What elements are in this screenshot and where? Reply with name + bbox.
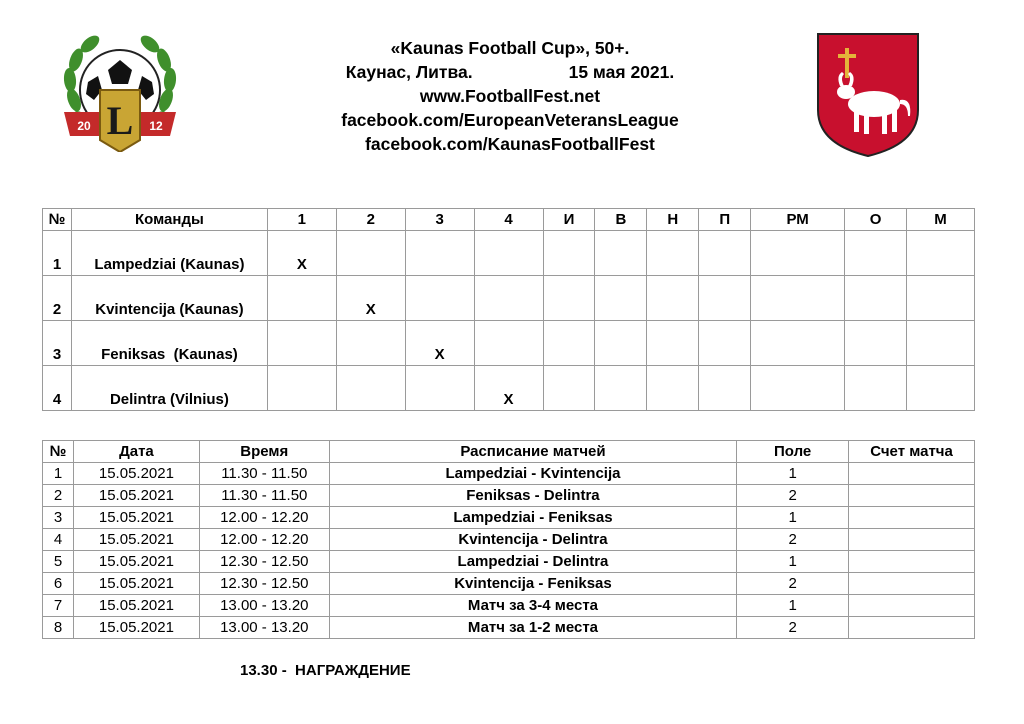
match-field: 2 <box>737 485 849 507</box>
result-cell <box>405 366 474 411</box>
stat-cell <box>845 321 907 366</box>
header <box>250 36 770 156</box>
stat-cell <box>647 231 699 276</box>
match-time: 13.00 - 13.20 <box>199 595 329 617</box>
match-teams: Lampedziai - Delintra <box>329 551 736 573</box>
result-cell <box>474 321 543 366</box>
result-cell <box>267 366 336 411</box>
match-time: 11.30 - 11.50 <box>199 485 329 507</box>
team-num: 4 <box>43 366 72 411</box>
header-num: № <box>43 441 74 463</box>
match-score <box>849 529 975 551</box>
stat-cell <box>595 366 647 411</box>
match-teams: Feniksas - Delintra <box>329 485 736 507</box>
match-num: 8 <box>43 617 74 639</box>
schedule-row <box>43 573 975 595</box>
match-field: 1 <box>737 551 849 573</box>
standings-row <box>43 366 975 411</box>
header-teams: Команды <box>71 209 267 231</box>
team-num: 1 <box>43 231 72 276</box>
stat-cell <box>906 321 974 366</box>
match-num: 2 <box>43 485 74 507</box>
team-num: 2 <box>43 276 72 321</box>
header-field: Поле <box>737 441 849 463</box>
match-date: 15.05.2021 <box>73 485 199 507</box>
schedule-row <box>43 529 975 551</box>
stat-cell <box>543 276 595 321</box>
stat-cell <box>751 366 845 411</box>
facebook-link-veterans[interactable]: facebook.com/EuropeanVeteransLeague <box>341 110 679 130</box>
team-name: Feniksas (Kaunas) <box>71 321 267 366</box>
header-col-2: 2 <box>336 209 405 231</box>
match-teams: Kvintencija - Feniksas <box>329 573 736 595</box>
header-wins: В <box>595 209 647 231</box>
stat-cell <box>699 366 751 411</box>
stat-cell <box>751 276 845 321</box>
stat-cell <box>751 321 845 366</box>
header-time: Время <box>199 441 329 463</box>
match-teams: Матч за 3-4 места <box>329 595 736 617</box>
city-text: Каунас, Литва. <box>345 62 473 82</box>
schedule-table <box>42 440 975 639</box>
match-score <box>849 485 975 507</box>
match-time: 11.30 - 11.50 <box>199 463 329 485</box>
match-score <box>849 595 975 617</box>
logo-year-left: 20 <box>77 119 91 133</box>
stat-cell <box>845 366 907 411</box>
match-time: 13.00 - 13.20 <box>199 617 329 639</box>
match-field: 2 <box>737 617 849 639</box>
result-cell <box>267 321 336 366</box>
stat-cell <box>699 321 751 366</box>
match-field: 1 <box>737 507 849 529</box>
standings-row <box>43 276 975 321</box>
header-col-4: 4 <box>474 209 543 231</box>
schedule-row <box>43 463 975 485</box>
header-draws: Н <box>647 209 699 231</box>
header-games: И <box>543 209 595 231</box>
stat-cell <box>543 366 595 411</box>
header-match: Расписание матчей <box>329 441 736 463</box>
match-score <box>849 507 975 529</box>
club-logo <box>54 30 186 152</box>
team-name: Delintra (Vilnius) <box>71 366 267 411</box>
schedule-row <box>43 485 975 507</box>
stat-cell <box>543 231 595 276</box>
schedule-row <box>43 551 975 573</box>
result-cell: X <box>267 231 336 276</box>
award-ceremony-text: 13.30 - НАГРАЖДЕНИЕ <box>240 662 411 679</box>
result-cell: X <box>474 366 543 411</box>
stat-cell <box>845 231 907 276</box>
stat-cell <box>906 231 974 276</box>
stat-cell <box>906 276 974 321</box>
result-cell: X <box>405 321 474 366</box>
match-score <box>849 463 975 485</box>
stat-cell <box>647 366 699 411</box>
website-link[interactable]: www.FootballFest.net <box>419 86 601 106</box>
match-num: 1 <box>43 463 74 485</box>
match-time: 12.30 - 12.50 <box>199 551 329 573</box>
schedule-row <box>43 617 975 639</box>
match-field: 2 <box>737 529 849 551</box>
standings-row <box>43 231 975 276</box>
header-num: № <box>43 209 72 231</box>
stat-cell <box>595 231 647 276</box>
standings-header-row <box>43 209 975 231</box>
standings-table <box>42 208 975 411</box>
result-cell <box>336 231 405 276</box>
header-date: Дата <box>73 441 199 463</box>
stat-cell <box>595 321 647 366</box>
result-cell <box>267 276 336 321</box>
match-time: 12.00 - 12.20 <box>199 507 329 529</box>
match-time: 12.00 - 12.20 <box>199 529 329 551</box>
match-date: 15.05.2021 <box>73 529 199 551</box>
match-teams: Lampedziai - Feniksas <box>329 507 736 529</box>
result-cell <box>405 231 474 276</box>
date-text: 15 мая 2021. <box>568 62 675 82</box>
schedule-row <box>43 595 975 617</box>
schedule-header-row <box>43 441 975 463</box>
header-points: О <box>845 209 907 231</box>
page-title: «Kaunas Football Cup», 50+. <box>390 38 630 58</box>
match-field: 1 <box>737 595 849 617</box>
header-score: Счет матча <box>849 441 975 463</box>
match-field: 2 <box>737 573 849 595</box>
match-date: 15.05.2021 <box>73 463 199 485</box>
match-time: 12.30 - 12.50 <box>199 573 329 595</box>
match-date: 15.05.2021 <box>73 551 199 573</box>
match-num: 4 <box>43 529 74 551</box>
header-col-3: 3 <box>405 209 474 231</box>
result-cell: X <box>336 276 405 321</box>
match-score <box>849 617 975 639</box>
result-cell <box>474 276 543 321</box>
result-cell <box>474 231 543 276</box>
stat-cell <box>751 231 845 276</box>
logo-year-right: 12 <box>149 119 163 133</box>
stat-cell <box>699 231 751 276</box>
standings-row <box>43 321 975 366</box>
header-col-1: 1 <box>267 209 336 231</box>
stat-cell <box>906 366 974 411</box>
match-num: 3 <box>43 507 74 529</box>
stat-cell <box>647 276 699 321</box>
result-cell <box>336 321 405 366</box>
team-name: Kvintencija (Kaunas) <box>71 276 267 321</box>
team-name: Lampedziai (Kaunas) <box>71 231 267 276</box>
stat-cell <box>647 321 699 366</box>
match-num: 7 <box>43 595 74 617</box>
match-date: 15.05.2021 <box>73 573 199 595</box>
team-num: 3 <box>43 321 72 366</box>
logo-letter: L <box>106 98 134 143</box>
match-field: 1 <box>737 463 849 485</box>
match-teams: Kvintencija - Delintra <box>329 529 736 551</box>
match-date: 15.05.2021 <box>73 507 199 529</box>
match-date: 15.05.2021 <box>73 617 199 639</box>
stat-cell <box>699 276 751 321</box>
coat-of-arms <box>816 32 920 158</box>
match-teams: Lampedziai - Kvintencija <box>329 463 736 485</box>
stat-cell <box>845 276 907 321</box>
facebook-link-kaunas[interactable]: facebook.com/KaunasFootballFest <box>365 134 655 154</box>
match-teams: Матч за 1-2 места <box>329 617 736 639</box>
header-place: М <box>906 209 974 231</box>
stat-cell <box>595 276 647 321</box>
result-cell <box>336 366 405 411</box>
match-score <box>849 551 975 573</box>
match-date: 15.05.2021 <box>73 595 199 617</box>
schedule-row <box>43 507 975 529</box>
stat-cell <box>543 321 595 366</box>
header-losses: П <box>699 209 751 231</box>
result-cell <box>405 276 474 321</box>
match-num: 6 <box>43 573 74 595</box>
match-num: 5 <box>43 551 74 573</box>
match-score <box>849 573 975 595</box>
header-goal-diff: РМ <box>751 209 845 231</box>
